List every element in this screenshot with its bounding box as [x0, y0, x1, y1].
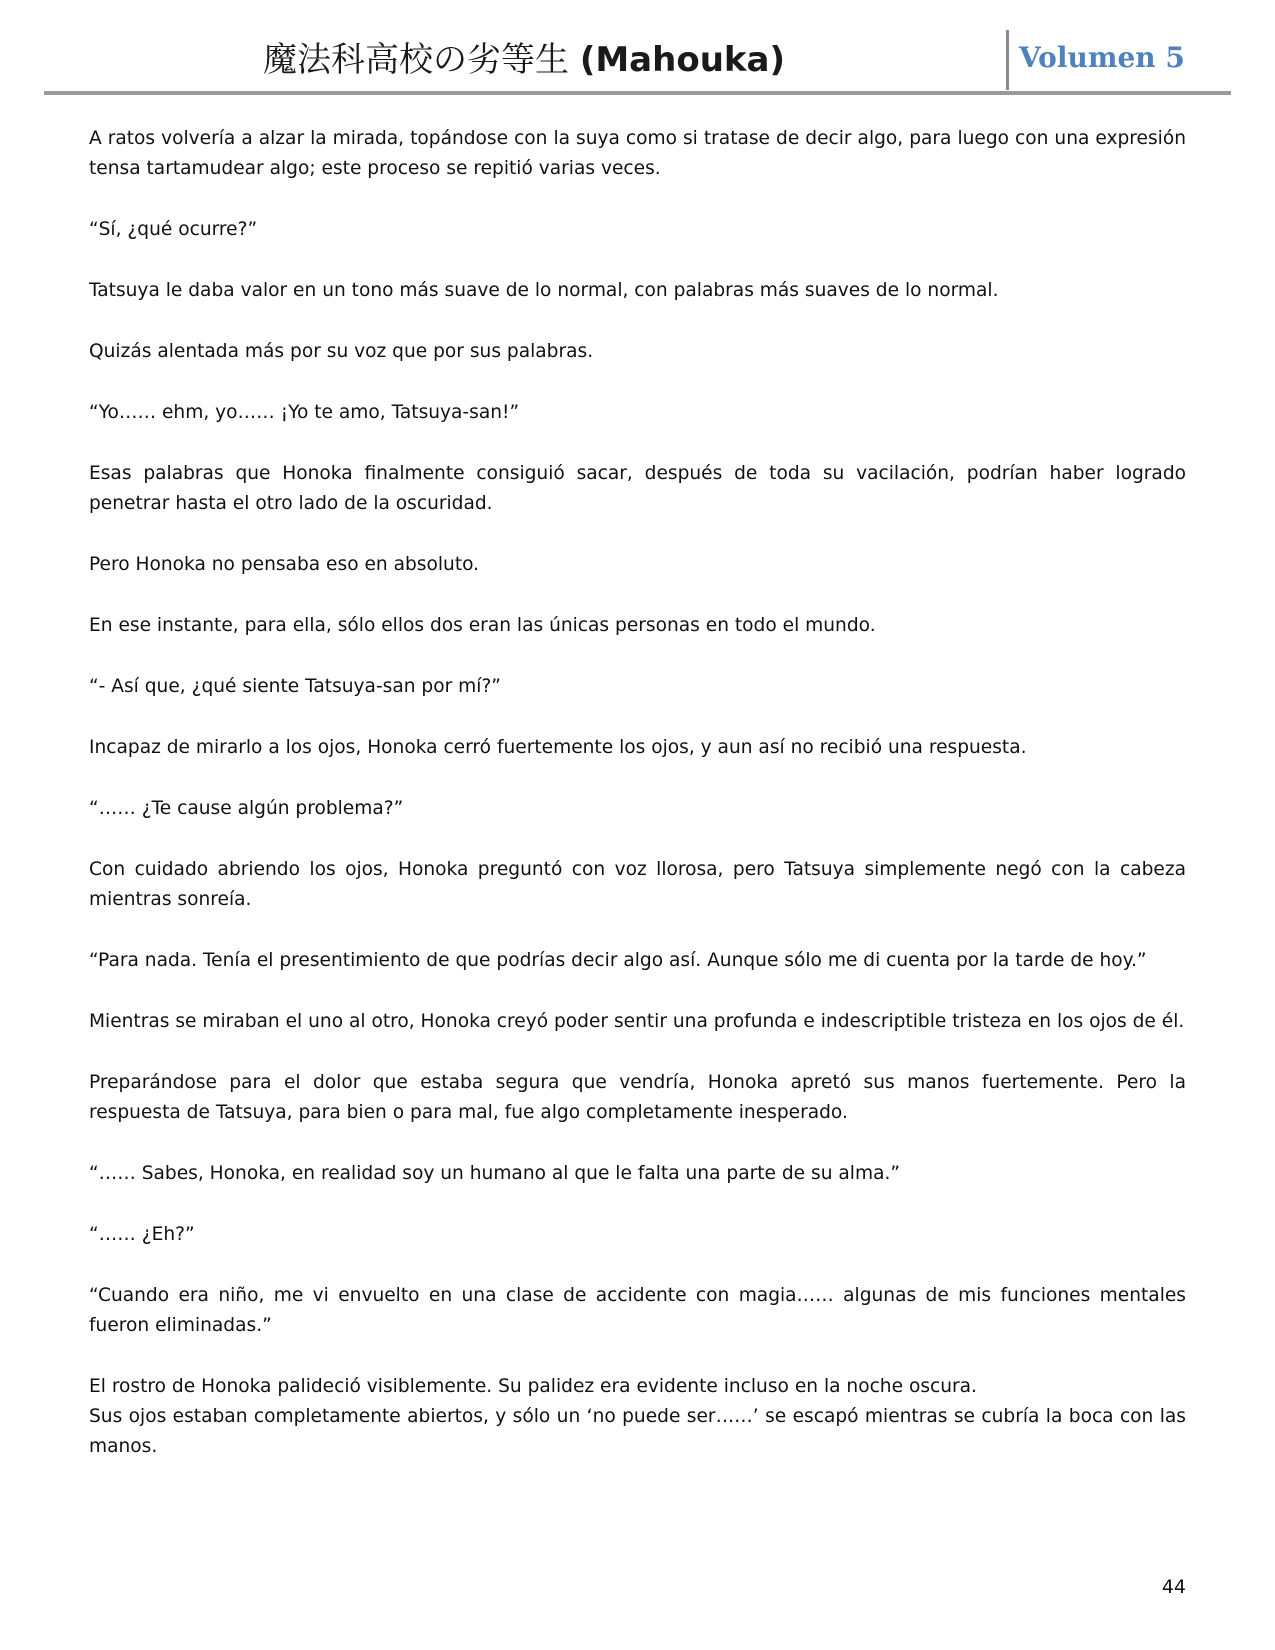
- book-title-japanese: 魔法科高校の劣等生: [263, 40, 569, 80]
- paragraph: Sus ojos estaban completamente abiertos, y sólo un ‘no puede ser……’ se escapó mientras se cubría la boca con las manos.: [89, 1406, 1186, 1457]
- header-bar: [44, 28, 1231, 90]
- paragraph: Quizás alentada más por su voz que por sus palabras.: [89, 341, 594, 362]
- paragraph: Preparándose para el dolor que estaba segura que vendría, Honoka apretó sus manos fuertemente. Pero la respuesta de Tatsuya, para bien o para mal, fue algo completamente inesperado.: [89, 1072, 1186, 1123]
- header-divider: [1006, 30, 1009, 90]
- paragraph: A ratos volvería a alzar la mirada, topándose con la suya como si tratase de decir algo, para luego con una expresión tensa tartamudear algo; este proceso se repitió varias veces.: [89, 128, 1186, 179]
- paragraph: “Para nada. Tenía el presentimiento de que podrías decir algo así. Aunque sólo me di cuenta por la tarde de hoy.”: [89, 950, 1147, 971]
- volume-label: Volumen 5: [1019, 41, 1185, 74]
- paragraph: “- Así que, ¿qué siente Tatsuya-san por mí?”: [89, 676, 501, 697]
- paragraph: “…… ¿Eh?”: [89, 1224, 195, 1245]
- page-body: [89, 124, 1186, 1493]
- paragraph: El rostro de Honoka palideció visiblemente. Su palidez era evidente incluso en la noche oscura.: [89, 1376, 977, 1397]
- paragraph: Esas palabras que Honoka finalmente consiguió sacar, después de toda su vacilación, podrían haber logrado penetrar hasta el otro lado de la oscuridad.: [89, 463, 1186, 514]
- paragraph: En ese instante, para ella, sólo ellos dos eran las únicas personas en todo el mundo.: [89, 615, 876, 636]
- paragraph: Pero Honoka no pensaba eso en absoluto.: [89, 554, 480, 575]
- paragraph: Tatsuya le daba valor en un tono más suave de lo normal, con palabras más suaves de lo normal.: [89, 280, 999, 301]
- paragraph: “…… Sabes, Honoka, en realidad soy un humano al que le falta una parte de su alma.”: [89, 1163, 901, 1184]
- page-number: 44: [1161, 1576, 1186, 1598]
- paragraph: “Sí, ¿qué ocurre?”: [89, 219, 258, 240]
- paragraph: “…… ¿Te cause algún problema?”: [89, 798, 404, 819]
- paragraph: Incapaz de mirarlo a los ojos, Honoka cerró fuertemente los ojos, y aun así no recibió una respuesta.: [89, 737, 1027, 758]
- book-title: [44, 38, 1004, 82]
- book-title-latin: (Mahouka): [579, 40, 785, 80]
- header-rule: [44, 91, 1231, 95]
- paragraph: Mientras se miraban el uno al otro, Honoka creyó poder sentir una profunda e indescriptible tristeza en los ojos de él.: [89, 1011, 1185, 1032]
- paragraph: Con cuidado abriendo los ojos, Honoka preguntó con voz llorosa, pero Tatsuya simplemente negó con la cabeza mientras sonreía.: [89, 859, 1186, 910]
- paragraph: “Cuando era niño, me vi envuelto en una clase de accidente con magia…… algunas de mis funciones mentales fueron eliminadas.”: [89, 1285, 1186, 1336]
- paragraph: “Yo…… ehm, yo…… ¡Yo te amo, Tatsuya-san!”: [89, 402, 520, 423]
